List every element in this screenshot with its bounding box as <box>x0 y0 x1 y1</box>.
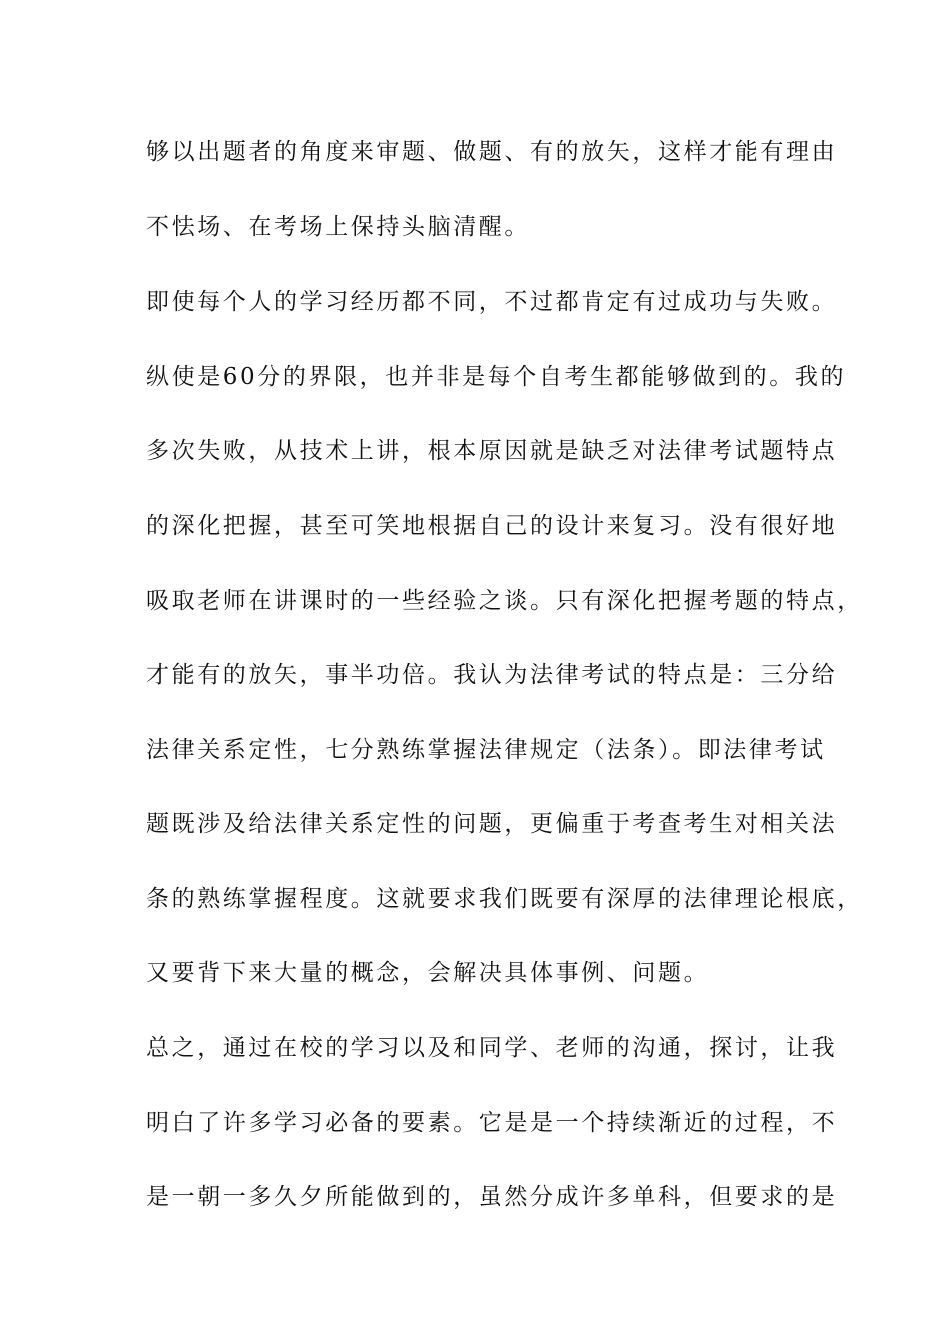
text-line: 多次失败，从技术上讲，根本原因就是缺乏对法律考试题特点 <box>146 438 838 464</box>
text-line: 不怯场、在考场上保持头脑清醒。 <box>146 214 530 240</box>
text-line: 吸取老师在讲课时的一些经验之谈。只有深化把握考题的特点， <box>146 588 863 614</box>
text-line: 即使每个人的学习经历都不同，不过都肯定有过成功与失败。 <box>146 289 838 315</box>
text-line: 才能有的放矢，事半功倍。我认为法律考试的特点是：三分给 <box>146 662 838 688</box>
text-line: 明白了许多学习必备的要素。它是是一个持续渐近的过程，不 <box>146 1110 838 1136</box>
text-line: 是一朝一多久夕所能做到的，虽然分成许多单科，但要求的是 <box>146 1184 838 1210</box>
text-line: 题既涉及给法律关系定性的问题，更偏重于考查考生对相关法 <box>146 811 838 837</box>
text-line: 又要背下来大量的概念，会解决具体事例、问题。 <box>146 960 710 986</box>
text-line: 总之，通过在校的学习以及和同学、老师的沟通，探讨，让我 <box>146 1035 838 1061</box>
text-line: 条的熟练掌握程度。这就要求我们既要有深厚的法律理论根底， <box>146 886 863 912</box>
text-line: 的深化把握，甚至可笑地根据自己的设计来复习。没有很好地 <box>146 513 838 539</box>
text-line: 够以出题者的角度来审题、做题、有的放矢，这样才能有理由 <box>146 139 838 165</box>
text-line: 法律关系定性，七分熟练掌握法律规定（法条）。即法律考试 <box>146 737 826 763</box>
text-line: 纵使是60分的界限，也并非是每个自考生都能够做到的。我的 <box>146 364 847 390</box>
